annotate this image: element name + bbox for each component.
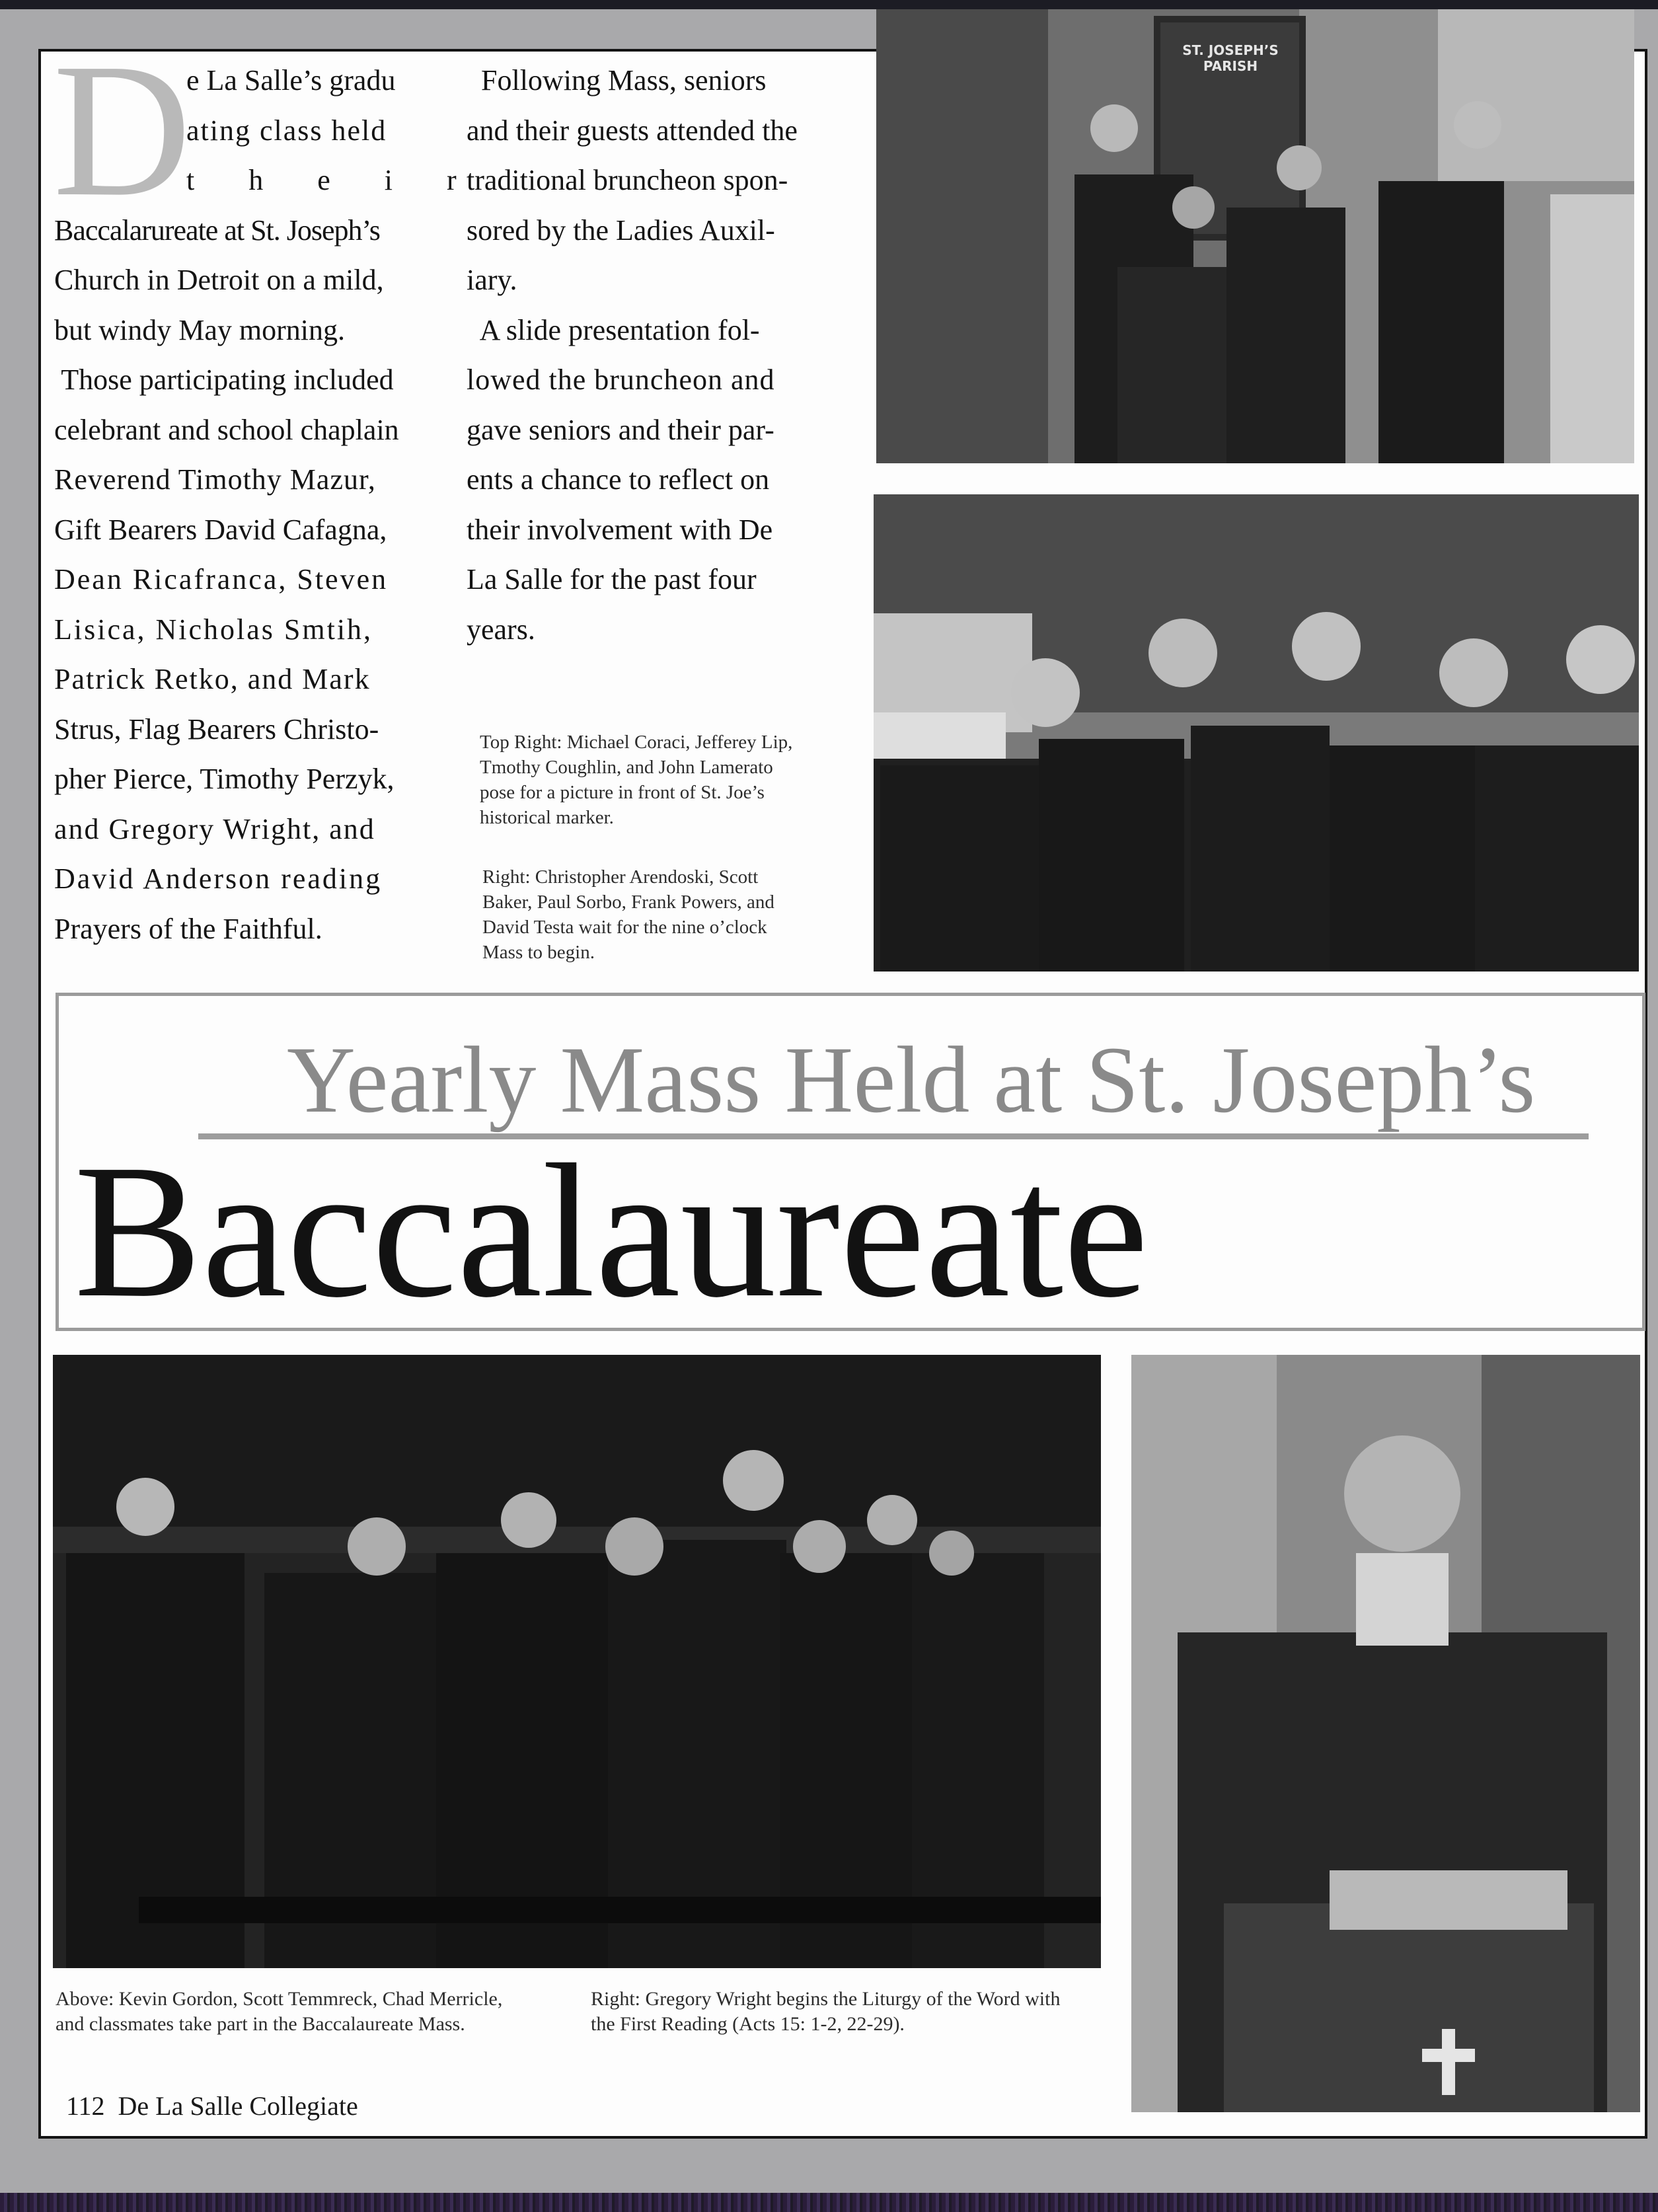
body-line: Following Mass, seniors	[467, 64, 767, 96]
body-line: Strus, Flag Bearers Christo-	[54, 712, 379, 745]
body-line: A slide presentation fol-	[467, 313, 760, 346]
body-line: La Salle for the past four	[467, 563, 757, 595]
body-line: ating class held	[186, 114, 387, 147]
body-line: Church in Detroit on a mild,	[54, 264, 384, 296]
body-line: and Gregory Wright, and	[54, 812, 375, 845]
body-line: traditional bruncheon spon-	[467, 164, 788, 196]
body-line: e La Salle’s gradu	[186, 64, 396, 96]
page-folio: 112 De La Salle Collegiate	[66, 2091, 358, 2121]
caption-above: Above: Kevin Gordon, Scott Temmreck, Chad Merricle, and classmates take part in the Baccalaureate Mass.	[56, 1988, 503, 2035]
caption-right-bottom: Right: Gregory Wright begins the Liturgy of the Word with the First Reading (Acts 15: 1-2, 22-29).	[591, 1988, 1061, 2035]
body-line: t h e i r	[186, 164, 470, 196]
marker-sign-title: ST. JOSEPH’S PARISH	[1182, 42, 1279, 74]
body-line: Those participating included	[54, 363, 394, 396]
body-line: celebrant and school chaplain	[54, 413, 399, 446]
body-line: Lisica, Nicholas Smtih,	[54, 613, 373, 646]
body-line: Patrick Retko, and Mark	[54, 663, 371, 695]
drop-cap: D	[53, 24, 192, 236]
body-line: pher Pierce, Timothy Perzyk,	[54, 763, 395, 795]
body-line: years.	[467, 613, 535, 646]
body-line: Baccalarureate at St. Joseph’s	[54, 213, 380, 247]
body-line: and their guests attended the	[467, 114, 798, 147]
body-line: iary.	[467, 264, 517, 296]
body-line: Gift Bearers David Cafagna,	[54, 513, 387, 546]
body-line: sored by the Ladies Auxil-	[467, 213, 775, 247]
photo-reader-at-lectern	[1131, 1355, 1640, 2112]
scan-top-edge	[0, 0, 1658, 9]
article-column-1	[53, 24, 470, 954]
photo-historical-marker-group	[876, 9, 1634, 463]
body-line: their involvement with De	[467, 513, 773, 546]
body-line: gave seniors and their par-	[467, 413, 774, 446]
body-line: Prayers of the Faithful.	[54, 912, 322, 945]
body-line: Dean Ricafranca, Steven	[54, 563, 389, 595]
body-line: but windy May morning.	[54, 313, 345, 346]
headline-title: Baccalaureate	[74, 1125, 1149, 1337]
body-line: ents a chance to reflect on	[467, 463, 770, 496]
photo-students-in-pews	[53, 1355, 1101, 1968]
photo-five-students	[874, 494, 1639, 972]
body-line: Reverend Timothy Mazur,	[54, 463, 376, 496]
scan-bottom-edge	[0, 2193, 1658, 2212]
body-line: lowed the bruncheon and	[467, 363, 775, 396]
caption-right: Right: Christopher Arendoski, Scott Baker, Paul Sorbo, Frank Powers, and David Testa wait for the nine o’clock Mass to begin.	[482, 866, 774, 963]
headline-kicker: Yearly Mass Held at St. Joseph’s	[287, 1028, 1536, 1133]
caption-top-right: Top Right: Michael Coraci, Jefferey Lip, Tmothy Coughlin, and John Lamerato pose for a picture in front of St. Joe’s historical marker.	[480, 732, 793, 828]
body-line: David Anderson reading	[54, 862, 383, 895]
article-column-2	[467, 56, 837, 654]
